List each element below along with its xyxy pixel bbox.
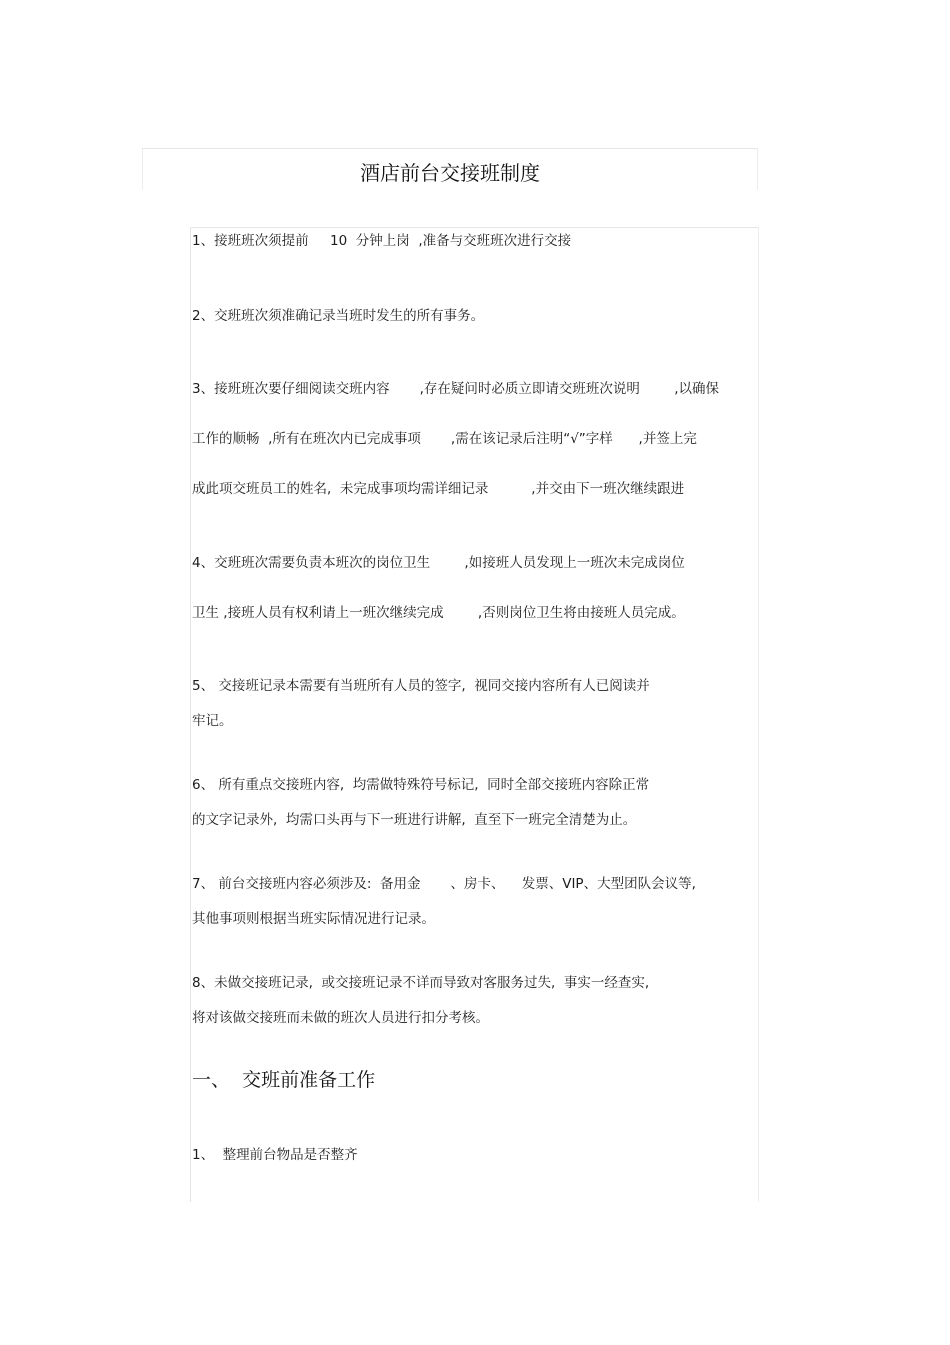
- rule-3-line-3: 成此项交班员工的姓名, 未完成事项均需详细记录 ,并交由下一班次继续跟进: [192, 481, 685, 497]
- rule-8-line-1: 8、未做交接班记录, 或交接班记录不详而导致对客服务过失, 事实一经查实,: [192, 975, 650, 991]
- rule-4-line-2: 卫生 ,接班人员有权利请上一班次继续完成 ,否则岗位卫生将由接班人员完成。: [192, 605, 685, 621]
- rule-4-line-1: 4、交班班次需要负责本班次的岗位卫生 ,如接班人员发现上一班次未完成岗位: [192, 555, 685, 571]
- rule-5-line-2: 牢记。: [192, 713, 233, 729]
- rule-6-line-2: 的文字记录外, 均需口头再与下一班进行讲解, 直至下一班完全清楚为止。: [192, 812, 637, 828]
- section-heading: 一、 交班前准备工作: [192, 1069, 376, 1091]
- rule-8-line-2: 将对该做交接班而未做的班次人员进行扣分考核。: [192, 1010, 489, 1026]
- rule-6-line-1: 6、 所有重点交接班内容, 均需做特殊符号标记, 同时全部交接班内容除正常: [192, 777, 650, 793]
- section-item-1: 1、 整理前台物品是否整齐: [192, 1147, 358, 1163]
- rule-3-line-2: 工作的顺畅 ,所有在班次内已完成事项 ,需在该记录后注明“√”字样 ,并签上完: [192, 431, 697, 447]
- rule-7-line-1: 7、 前台交接班内容必须涉及: 备用金 、房卡、 发票、VIP、大型团队会议等,: [192, 876, 696, 892]
- rule-1-line: 1、接班班次须提前 10 分钟上岗 ,准备与交班班次进行交接: [192, 233, 572, 249]
- document-title: 酒店前台交接班制度: [360, 161, 540, 185]
- rule-2-line: 2、交班班次须准确记录当班时发生的所有事务。: [192, 308, 485, 324]
- title-box: [142, 148, 758, 190]
- rule-5-line-1: 5、 交接班记录本需要有当班所有人员的签字, 视同交接内容所有人已阅读并: [192, 678, 650, 694]
- content-box: [190, 227, 759, 1202]
- rule-7-line-2: 其他事项则根据当班实际情况进行记录。: [192, 911, 435, 927]
- rule-3-line-1: 3、接班班次要仔细阅读交班内容 ,存在疑问时必质立即请交班班次说明 ,以确保: [192, 381, 720, 397]
